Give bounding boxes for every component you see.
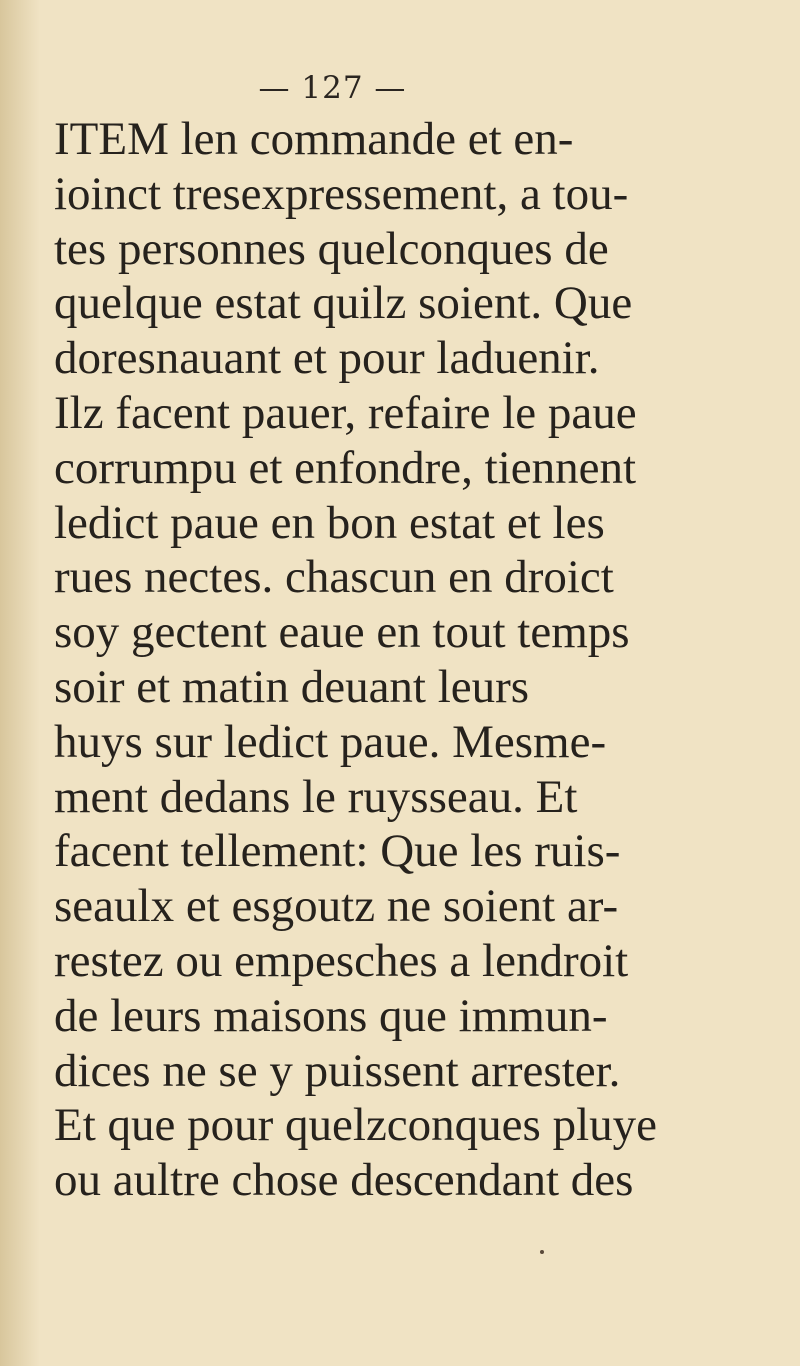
body-text (54, 112, 774, 1208)
page-number: — 127 — (258, 70, 407, 106)
text-line: de leurs maisons que immun- (54, 989, 608, 1042)
text-line: corrumpu et enfondre, tiennent (54, 441, 637, 494)
text-line: ment dedans le ruysseau. Et (54, 770, 578, 823)
text-line: ledict paue en bon estat et les (54, 496, 605, 549)
text-line: ioinct tresexpressement, a tou- (54, 167, 629, 220)
text-line: dices ne se y puissent arrester. (54, 1044, 621, 1097)
text-line: huys sur ledict paue. Mesme- (54, 715, 607, 768)
text-line: doresnauant et pour laduenir. (54, 332, 600, 385)
text-line: restez ou empesches a lendroit (54, 934, 629, 987)
ink-speck (540, 1250, 544, 1254)
text-line: tes personnes quelconques de (54, 222, 609, 275)
text-line: seaulx et esgoutz ne soient ar- (54, 880, 619, 933)
text-line: ITEM len commande et en- (54, 113, 574, 165)
text-line: rues nectes. chascun en droict (54, 551, 614, 604)
text-line: Ilz facent pauer, refaire le paue (54, 386, 637, 439)
text-line: soir et matin deuant leurs (54, 660, 530, 713)
text-line: Et que pour quelzconques pluye (54, 1099, 657, 1152)
text-line: facent tellement: Que les ruis- (54, 825, 621, 878)
text-line: soy gectent eaue en tout temps (54, 606, 630, 659)
text-line: ou aultre chose descendant des (54, 1154, 634, 1207)
page-edge-shadow (0, 0, 40, 1366)
text-line: quelque estat quilz soient. Que (54, 277, 633, 330)
